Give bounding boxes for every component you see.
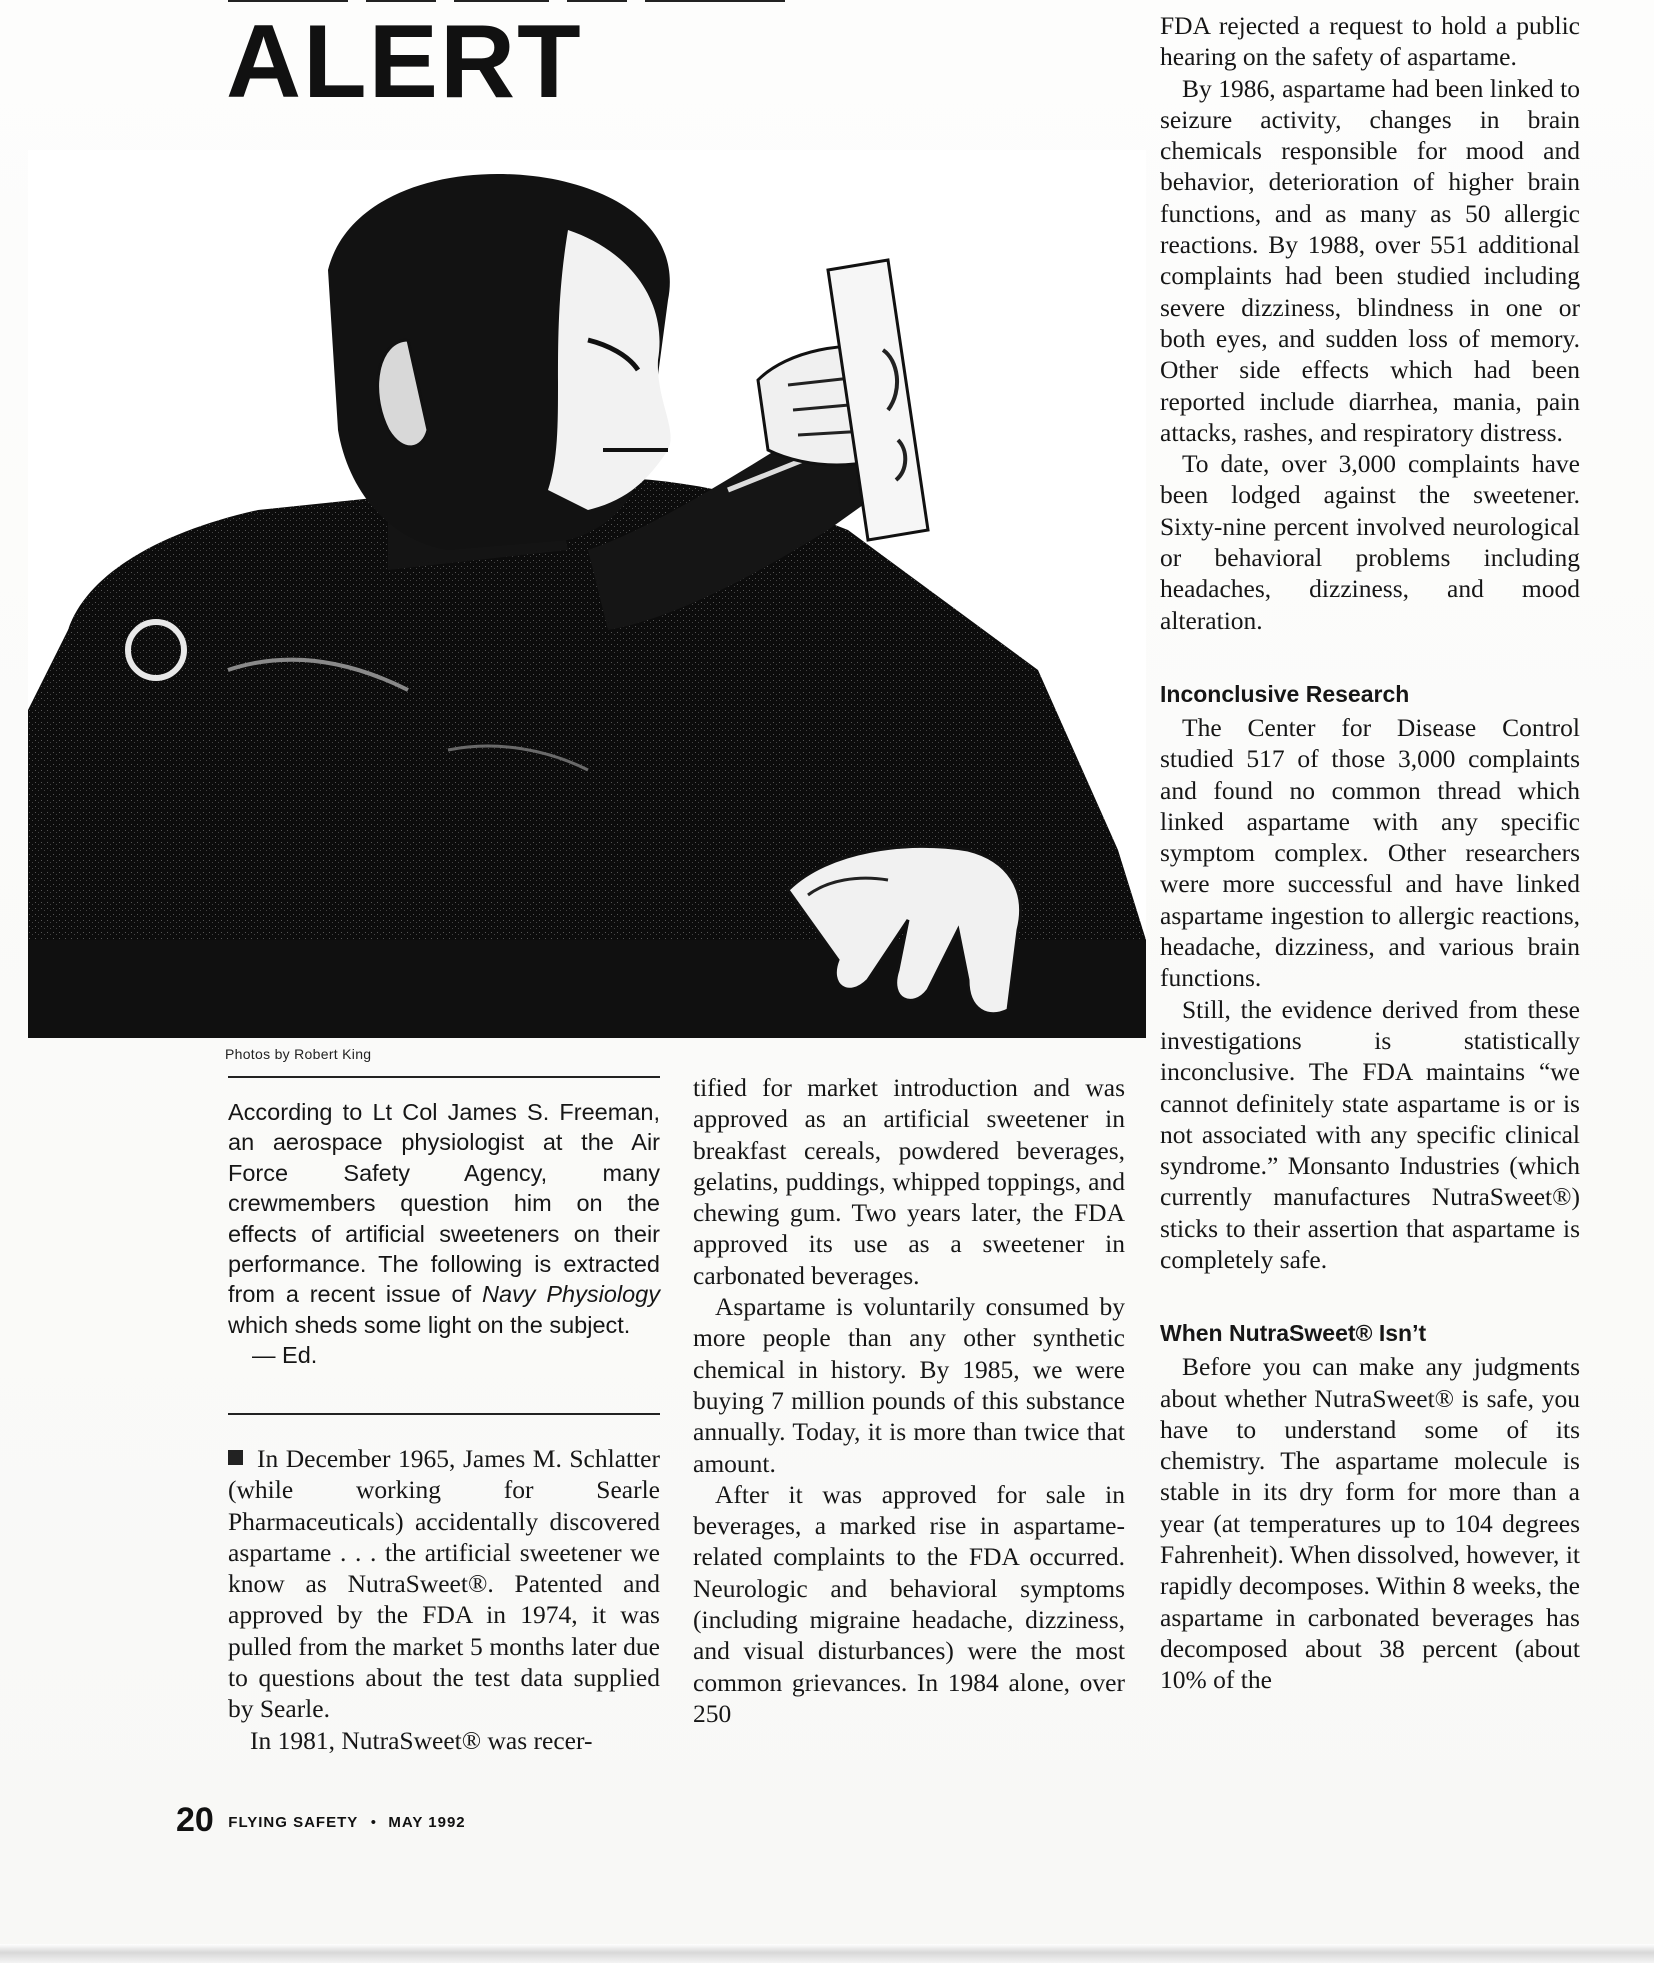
magazine-name: FLYING SAFETY xyxy=(228,1814,359,1831)
col2-paragraph-1: tified for market introduction and was approved as an artificial sweetener in breakfast cereals, powdered beverages, gelatins, puddings, whipped toppings, and chewing gum. Two years later, the FDA approved its use as a sweetener in carbonated beverages. xyxy=(693,1073,1125,1290)
photo-credit: Photos by Robert King xyxy=(225,1046,372,1062)
column-3 xyxy=(1160,10,1580,1696)
col3-paragraph-4: Still, the evidence derived from these investigations is statistically inconclusive. The FDA maintains “we cannot definitely state aspartame is or is not associated with any specific clinical syndrome.” Monsanto Industries (which currently manufactures NutraSweet®) sticks to their assertion that aspartame is completely safe. xyxy=(1160,994,1580,1274)
intro-signoff: — Ed. xyxy=(252,1342,318,1369)
column-2 xyxy=(693,1072,1125,1729)
intro-top-rule xyxy=(228,1076,660,1078)
col3-paragraph-3: The Center for Disease Control studied 517 of those 3,000 complaints and found no common thread which linked aspartame with any specific symptom complex. Other researchers were more successful and have linked aspartame ingestion to allergic reactions, headache, dizziness, and various brain functions. xyxy=(1160,712,1580,993)
subhead-when-nutrasweet-isnt: When NutraSweet® Isn’t xyxy=(1160,1320,1427,1347)
scan-edge xyxy=(0,1944,1654,1963)
col3-paragraph-1: By 1986, aspartame had been linked to seizure activity, changes in brain chemicals responsible for mood and behavior, deterioration of higher brain functions, and as many as 50 allergic reactions. By 1988, over 551 additional complaints had been studied including severe dizziness, blindness in one or both eyes, and sudden loss of memory. Other side effects which had been reported include diarrhea, mania, pain attacks, rashes, and respiratory distress. xyxy=(1160,73,1580,447)
headline: ALERT xyxy=(226,4,583,120)
col3-paragraph-0: FDA rejected a request to hold a public hearing on the safety of aspartame. xyxy=(1160,11,1580,72)
page-footer xyxy=(176,1801,466,1840)
headline-cropped-line xyxy=(228,0,928,2)
intro-bottom-rule xyxy=(228,1413,660,1415)
article-start-bullet-icon xyxy=(228,1450,243,1465)
person-drinking-can-photo xyxy=(28,150,1146,1038)
editor-intro xyxy=(228,1097,660,1371)
col3-paragraph-5: Before you can make any judgments about whether NutraSweet® is safe, you have to understand some of its chemistry. The aspartame molecule is stable in its dry form for more than a year (at temperatures up to 104 degrees Fahrenheit). When dissolved, however, it rapidly decomposes. Within 8 weeks, the aspartame in carbonated beverages has decomposed about 38 percent (about 10% of the xyxy=(1160,1352,1580,1695)
intro-text-a: According to Lt Col James S. Freeman, an aerospace physiologist at the Air Force Safety Agency, many crewmembers question him on the effects of artificial sweeteners on their performance. The following is extracted from a recent issue of xyxy=(228,1099,660,1308)
col2-paragraph-2: Aspartame is voluntarily consumed by more people than any other synthetic chemical in history. By 1985, we were buying 7 million pounds of this substance annually. Today, it is more than twice that amount. xyxy=(693,1292,1125,1478)
issue-date: MAY 1992 xyxy=(388,1814,466,1831)
footer-separator: • xyxy=(370,1814,376,1831)
intro-paragraph xyxy=(228,1097,660,1340)
page-number: 20 xyxy=(176,1801,214,1839)
col3-paragraph-2: To date, over 3,000 complaints have been lodged against the sweetener. Sixty-nine percent involved neurological or behavioral problems including headaches, dizziness, and mood alteration. xyxy=(1160,449,1580,635)
subhead-inconclusive-research: Inconclusive Research xyxy=(1160,680,1410,707)
intro-text-b: which sheds some light on the subject. xyxy=(228,1311,631,1338)
article-photo xyxy=(28,150,1146,1038)
col1-paragraph-2: In 1981, NutraSweet® was recer- xyxy=(250,1725,593,1755)
col1-p1-text: In December 1965, James M. Schlatter (while working for Searle Pharmaceuticals) accidentally discovered aspartame . . . the artificial sweetener we know as NutraSweet®. Patented and approved by the FDA in 1974, it was pulled from the market 5 months later due to questions about the test data supplied by Searle. xyxy=(228,1444,660,1724)
col2-paragraph-3: After it was approved for sale in beverages, a marked rise in aspartame-related complaints to the FDA occurred. Neurologic and behavioral symptoms (including migraine headache, dizziness, and visual disturbances) were the most common grievances. In 1984 alone, over 250 xyxy=(693,1479,1125,1728)
col1-paragraph-1 xyxy=(228,1443,660,1725)
column-1 xyxy=(228,1443,660,1756)
intro-publication: Navy Physiology xyxy=(481,1281,660,1308)
